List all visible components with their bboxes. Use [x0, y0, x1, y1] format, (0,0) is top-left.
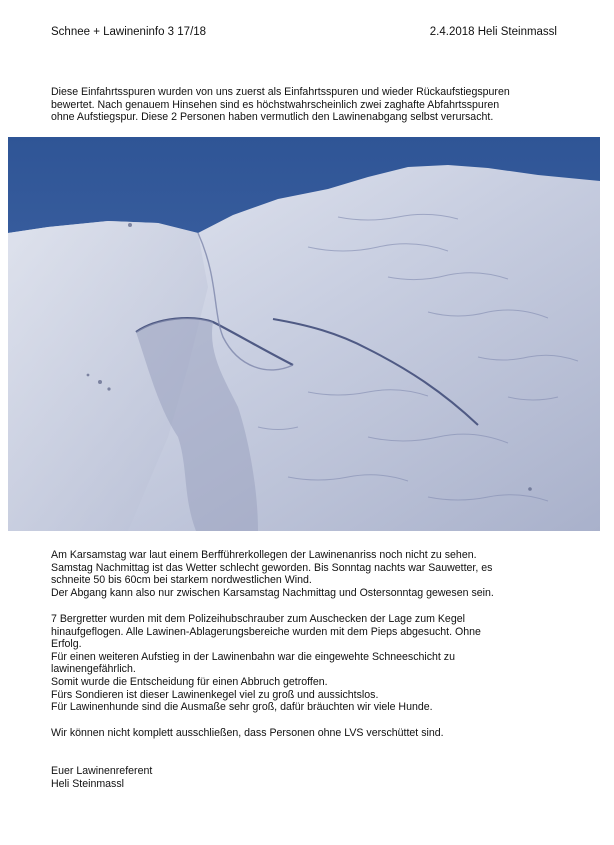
avalanche-photo	[8, 137, 600, 531]
text-line: Wir können nicht komplett ausschließen, dass Personen ohne LVS verschüttet sind.	[51, 727, 444, 739]
text-line: schneite 50 bis 60cm bei starkem nordwestlichen Wind.	[51, 574, 312, 587]
report-date-author: 2.4.2018 Heli Steinmassl	[429, 26, 557, 38]
report-title: Schnee + Lawineninfo 3 17/18	[51, 26, 207, 38]
text-line: Der Abgang kann also nur zwischen Karsamstag Nachmittag und Ostersonntag gewesen sein.	[51, 586, 494, 599]
text-line: Somit wurde die Entscheidung für einen Abbruch getroffen.	[51, 675, 328, 688]
text-line: 7 Bergretter wurden mit dem Polizeihubschrauber zum Auschecken der Lage zum Kegel	[51, 613, 465, 625]
text-line: Für einen weiteren Aufstieg in der Lawinenbahn war die eingewehte Schneeschicht zu	[51, 650, 455, 663]
rescue-paragraph	[51, 613, 561, 714]
text-line: Samstag Nachmittag ist das Wetter schlecht geworden. Bis Sonntag nachts war Sauwetter, es	[51, 561, 493, 574]
conclusion-paragraph	[51, 727, 561, 740]
text-line: Am Karsamstag war laut einem Berfführerkollegen der Lawinenanriss noch nicht zu sehen.	[51, 549, 477, 561]
text-line: Erfolg.	[51, 638, 82, 651]
signature-block	[51, 765, 561, 790]
text-line: ohne Aufstiegspur. Diese 2 Personen haben vermutlich den Lawinenabgang selbst verursacht.	[51, 111, 494, 124]
weather-paragraph	[51, 549, 561, 599]
text-line: Diese Einfahrtsspuren wurden von uns zuerst als Einfahrtsspuren und wieder Rückaufstiegspuren	[51, 86, 510, 98]
signature-name: Heli Steinmassl	[51, 777, 125, 790]
text-line: Für Lawinenhunde sind die Ausmaße sehr groß, dafür bräuchten wir viele Hunde.	[51, 701, 433, 714]
text-line: lawinengefährlich.	[51, 663, 136, 676]
text-line: hinaufgeflogen. Alle Lawinen-Ablagerungsbereiche wurden mit dem Pieps abgesucht. Ohne	[51, 625, 481, 638]
text-line: bewertet. Nach genauem Hinsehen sind es höchstwahrscheinlich zwei zaghafte Abfahrtsspuren	[51, 98, 500, 111]
signature-role: Euer Lawinenreferent	[51, 765, 153, 777]
intro-paragraph	[51, 86, 561, 124]
avalanche-slope-image	[8, 137, 600, 531]
text-line: Fürs Sondieren ist dieser Lawinenkegel viel zu groß und aussichtslos.	[51, 688, 379, 701]
